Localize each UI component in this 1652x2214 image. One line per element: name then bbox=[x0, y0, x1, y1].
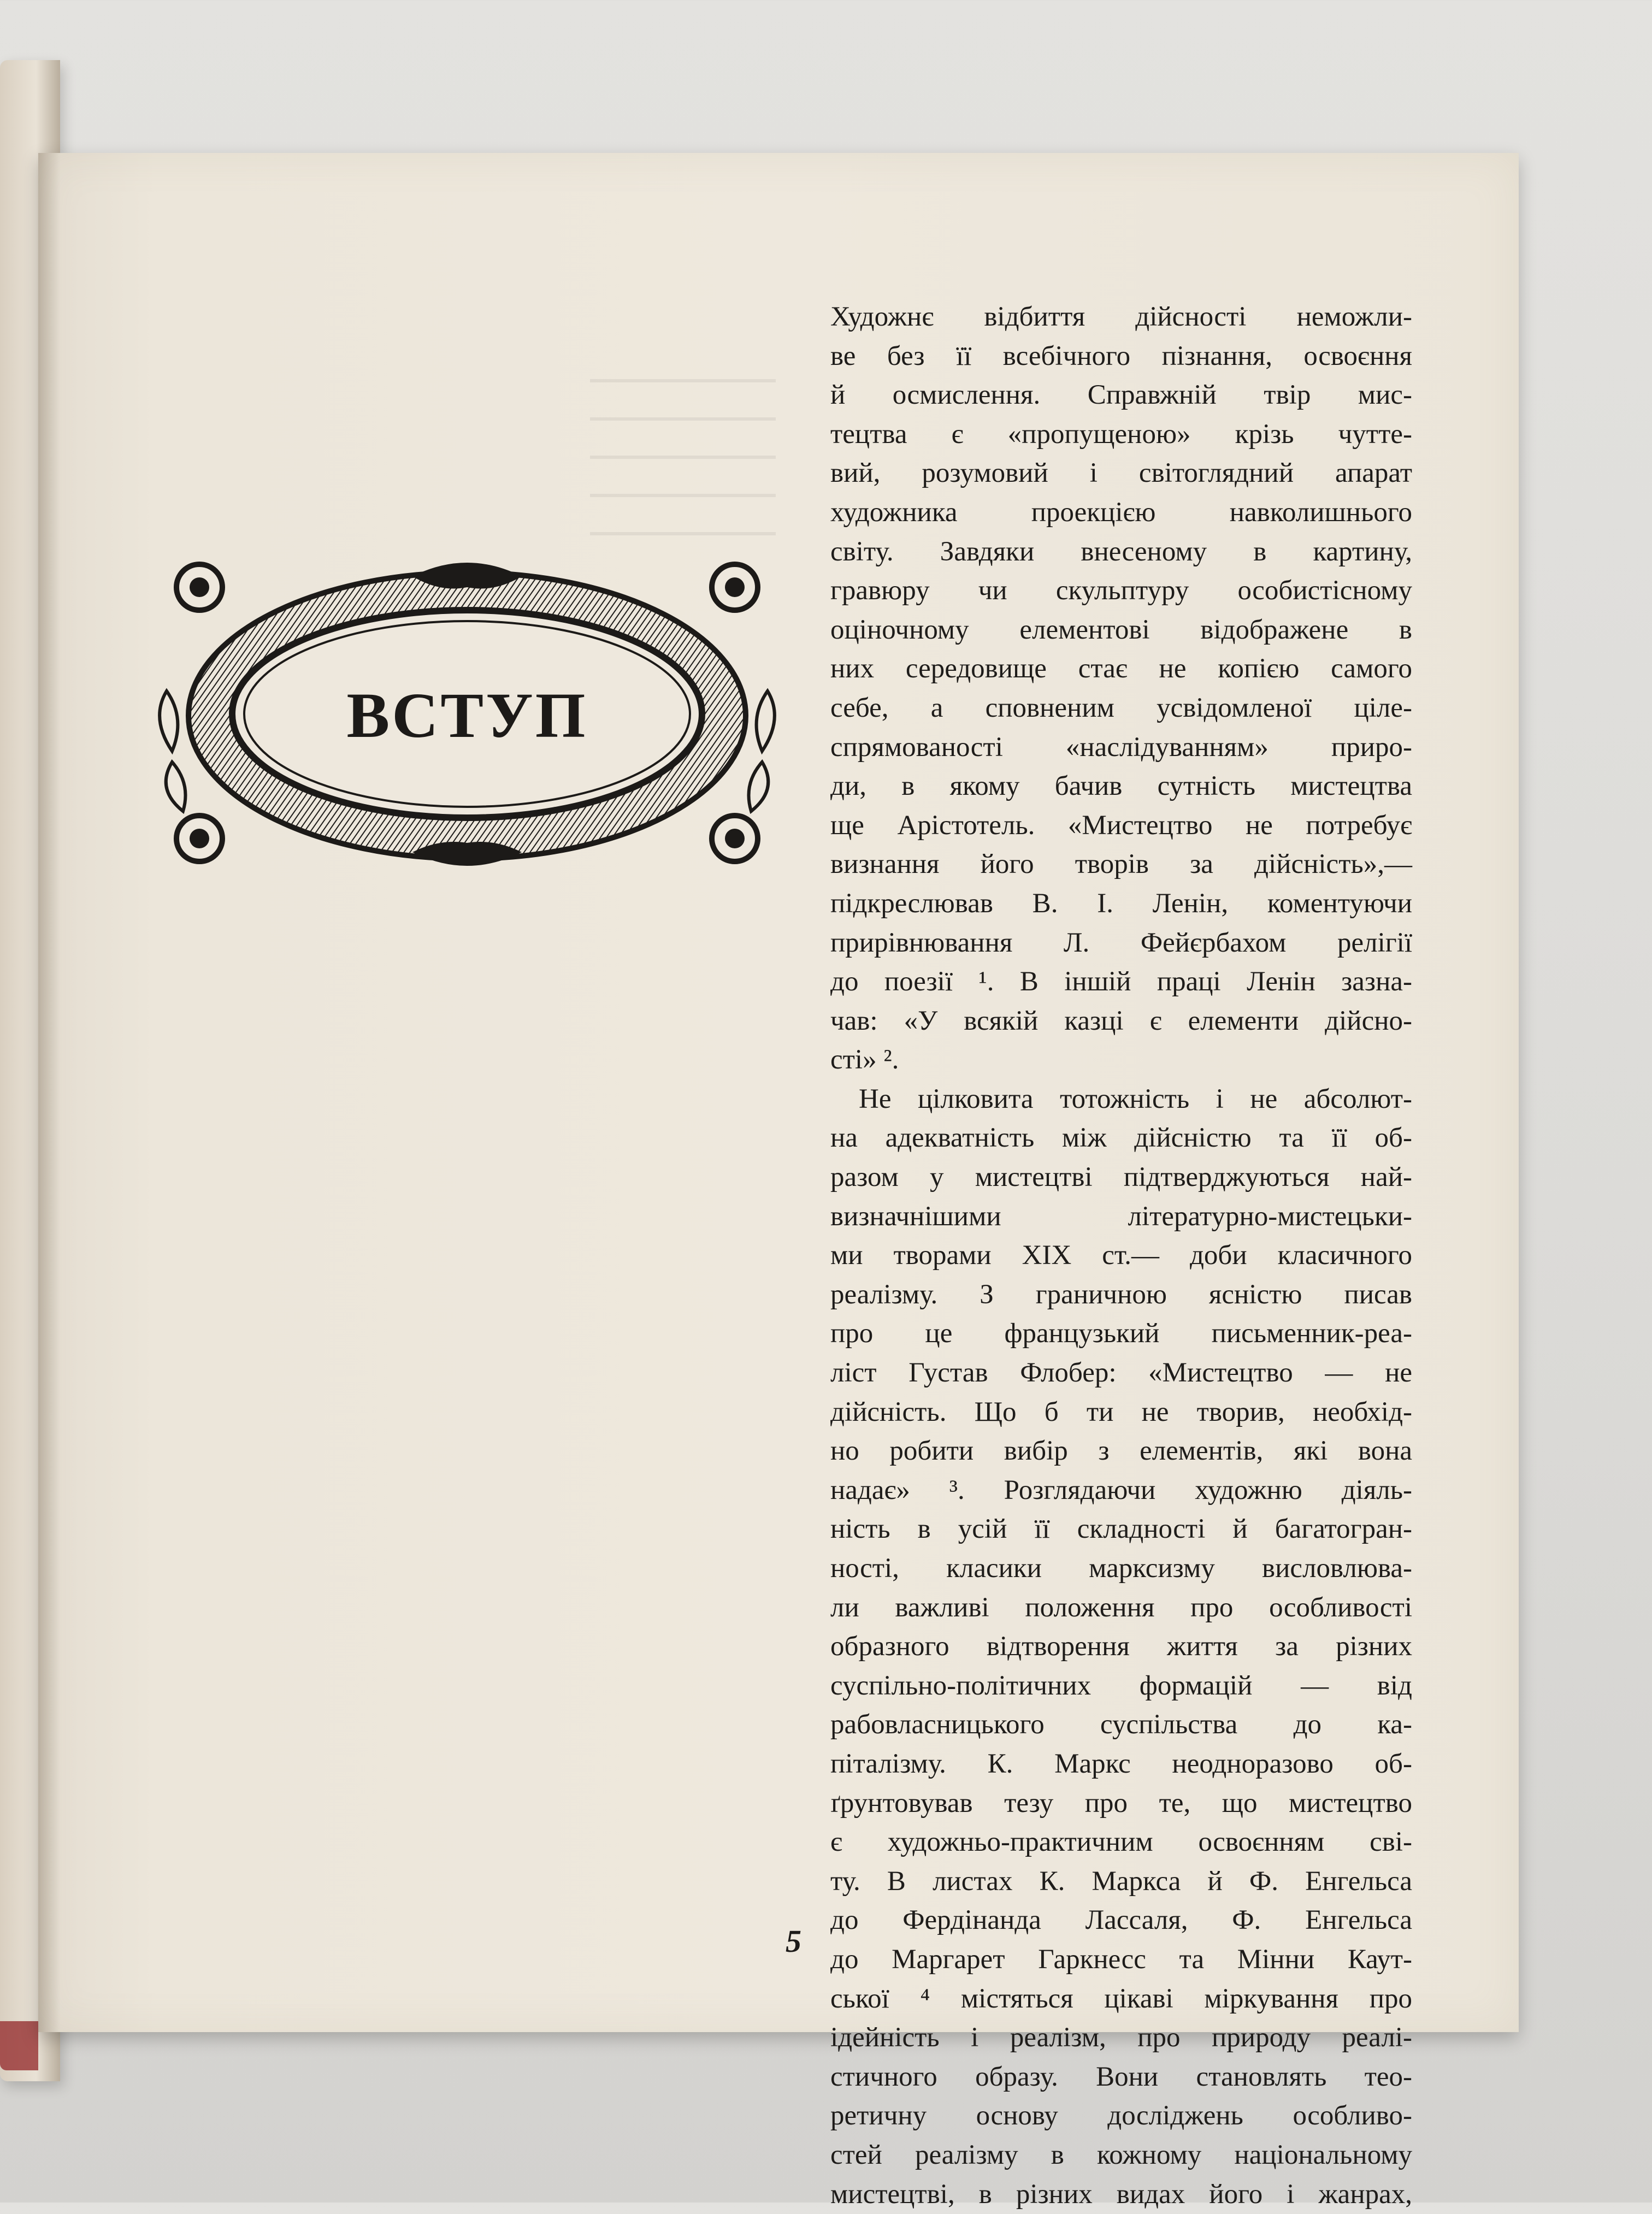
text-line: сті» ². bbox=[830, 1041, 1412, 1080]
text-line: ґрунтовував тезу про те, що мистецтво bbox=[830, 1784, 1412, 1823]
page-number: 5 bbox=[786, 1923, 801, 1959]
text-line: разом у мистецтві підтверджуються най- bbox=[830, 1158, 1412, 1197]
text-line: підкреслював В. І. Ленін, коментуючи bbox=[830, 884, 1412, 924]
text-line: ли важливі положення про особливості bbox=[830, 1589, 1412, 1628]
text-line: вий, розумовий і світоглядний апарат bbox=[830, 454, 1412, 493]
text-line: й осмислення. Справжній твір мис- bbox=[830, 376, 1412, 415]
text-line: чав: «У всякій казці є елементи дійсно- bbox=[830, 1002, 1412, 1041]
text-line: рабовласницького суспільства до ка- bbox=[830, 1705, 1412, 1745]
text-line: до Фердінанда Лассаля, Ф. Енгельса bbox=[830, 1901, 1412, 1940]
text-line: спрямованості «наслідуванням» приро- bbox=[830, 728, 1412, 767]
text-line: ми творами XIX ст.— доби класичного bbox=[830, 1236, 1412, 1276]
text-line: ретичну основу досліджень особливо- bbox=[830, 2097, 1412, 2136]
text-line: світу. Завдяки внесеному в картину, bbox=[830, 533, 1412, 572]
paragraph-1 bbox=[830, 298, 1412, 1080]
text-line: до Маргарет Гаркнесс та Мінни Каут- bbox=[830, 1940, 1412, 1980]
show-through-text bbox=[590, 350, 776, 535]
body-text bbox=[830, 298, 1412, 2214]
text-line: ність в усій її складності й багатогран- bbox=[830, 1510, 1412, 1549]
text-line: Не цілковита тотожність і не абсолют- bbox=[830, 1080, 1412, 1119]
text-line: образного відтворення життя за різних bbox=[830, 1627, 1412, 1667]
text-line: прирівнювання Л. Фейєрбахом релігії bbox=[830, 924, 1412, 963]
text-line: є художньо-практичним освоєнням сві- bbox=[830, 1823, 1412, 1862]
text-line: тецтва є «пропущеною» крізь чутте- bbox=[830, 415, 1412, 454]
text-line: ще Арістотель. «Мистецтво не потребує bbox=[830, 806, 1412, 846]
text-line: ди, в якому бачив сутність мистецтва bbox=[830, 767, 1412, 806]
text-line: них середовище стає не копією самого bbox=[830, 650, 1412, 689]
text-line: про це французький письменник-реа- bbox=[830, 1314, 1412, 1354]
text-line: надає» ³. Розглядаючи художню діяль- bbox=[830, 1471, 1412, 1510]
chapter-title: ВСТУП bbox=[156, 554, 778, 871]
text-line: но робити вибір з елементів, які вона bbox=[830, 1432, 1412, 1471]
text-line: ве без її всебічного пізнання, освоєння bbox=[830, 337, 1412, 376]
text-line: себе, а сповненим усвідомленої ціле- bbox=[830, 689, 1412, 728]
text-line: ності, класики марксизму висловлюва- bbox=[830, 1549, 1412, 1589]
text-line: до поезії ¹. В іншій праці Ленін зазна- bbox=[830, 963, 1412, 1002]
text-line: стичного образу. Вони становлять тео- bbox=[830, 2058, 1412, 2097]
text-line: ту. В листах К. Маркса й Ф. Енгельса bbox=[830, 1862, 1412, 1902]
text-line: Художнє відбиття дійсності неможли- bbox=[830, 298, 1412, 337]
text-line: мистецтві, в різних видах його і жанрах, bbox=[830, 2175, 1412, 2214]
text-line: піталізму. К. Маркс неодноразово об- bbox=[830, 1745, 1412, 1784]
text-line: дійсність. Що б ти не творив, необхід- bbox=[830, 1393, 1412, 1432]
text-line: ської ⁴ містяться цікаві міркування про bbox=[830, 1980, 1412, 2019]
ornamental-frame bbox=[156, 554, 778, 871]
text-line: реалізму. З граничною ясністю писав bbox=[830, 1276, 1412, 1315]
paragraph-2 bbox=[830, 1080, 1412, 2214]
spine-edge bbox=[0, 2021, 38, 2070]
text-line: суспільно-політичних формацій — від bbox=[830, 1667, 1412, 1706]
text-line: ідейність і реалізм, про природу реалі- bbox=[830, 2018, 1412, 2058]
page-gutter-shadow bbox=[38, 153, 60, 2032]
text-line: визначнішими літературно-мистецьки- bbox=[830, 1197, 1412, 1237]
text-line: ліст Густав Флобер: «Мистецтво — не bbox=[830, 1354, 1412, 1393]
text-line: стей реалізму в кожному національному bbox=[830, 2136, 1412, 2175]
text-line: оціночному елементові відображене в bbox=[830, 611, 1412, 650]
text-line: визнання його творів за дійсність»,— bbox=[830, 845, 1412, 884]
text-line: художника проекцією навколишнього bbox=[830, 493, 1412, 533]
text-line: на адекватність між дійсністю та її об- bbox=[830, 1119, 1412, 1158]
text-line: гравюру чи скульптуру особистісному bbox=[830, 571, 1412, 611]
